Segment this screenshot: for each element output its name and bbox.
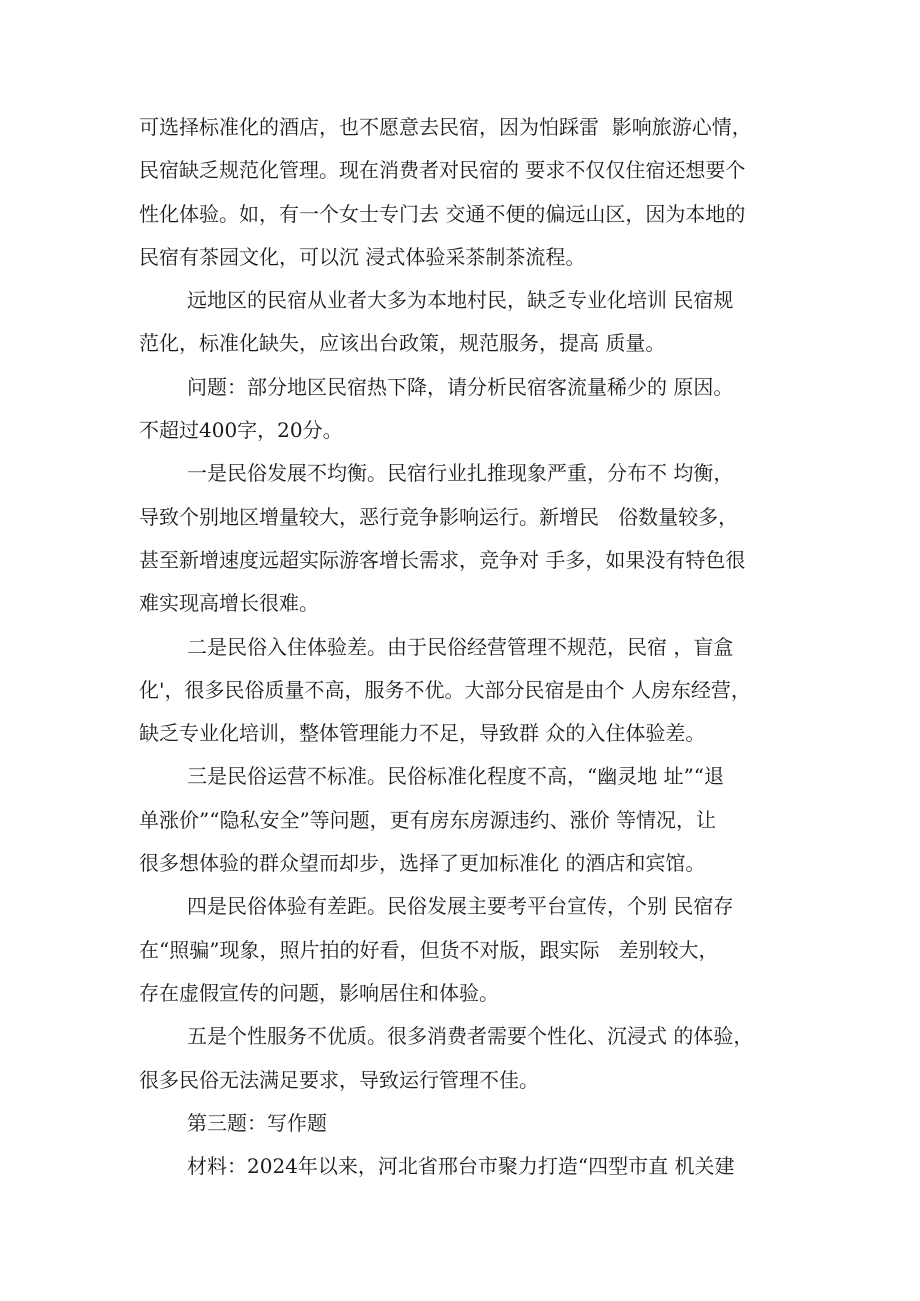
text-line: 单涨价”“隐私安全”等问题，更有房东房源违约、涨价 等情况，让 (139, 807, 717, 832)
text-line: 导致个别地区增量较大，恶行竞争影响运行。新增民 俗数量较多， (139, 504, 739, 529)
text-line: 缺乏专业化培训，整体管理能力不足，导致群 众的入住体验差。 (139, 721, 706, 746)
question-line: 问题：部分地区民宿热下降，请分析民宿客流量稀少的 原因。 (187, 374, 734, 399)
text-line: 存在虚假宣传的问题，影响居住和体验。 (139, 980, 499, 1005)
text-line: 化'，很多民俗质量不高，服务不优。大部分民宿是由个 人房东经营， (139, 677, 751, 702)
question-line: 不超过400字，20分。 (139, 418, 343, 443)
text-line: 远地区的民宿从业者大多为本地村民，缺乏专业化培训 民宿规 (187, 288, 734, 313)
text-line: 民宿有茶园文化，可以沉 浸式体验采茶制茶流程。 (139, 244, 586, 269)
text-line: 很多想体验的群众望而却步，选择了更加标准化 的酒店和宾馆。 (139, 851, 706, 876)
text-line: 民宿缺乏规范化管理。现在消费者对民宿的 要求不仅仅住宿还想要个 (139, 158, 746, 183)
text-line: 范化，标准化缺失，应该出台政策，规范服务，提高 质量。 (139, 331, 666, 356)
answer-point-4: 四是民俗体验有差距。民俗发展主要考平台宣传，个别 民宿存 (187, 894, 734, 919)
text-line: 性化体验。如，有一个女士专门去 交通不便的偏远山区，因为本地的 (139, 201, 746, 226)
material-line: 材料：2024年以来，河北省邢台市聚力打造“四型市直 机关建 (187, 1154, 735, 1179)
document-body (139, 106, 789, 1188)
answer-point-1: 一是民俗发展不均衡。民宿行业扎推现象严重，分布不 均衡， (187, 461, 734, 486)
section-heading: 第三题：写作题 (187, 1110, 327, 1135)
text-line: 甚至新增速度远超实际游客增长需求，竞争对 手多，如果没有特色很 (139, 547, 746, 572)
answer-point-5: 五是个性服务不优质。很多消费者需要个性化、沉浸式 的体验， (187, 1024, 754, 1049)
text-line: 可选择标准化的酒店，也不愿意去民宿，因为怕踩雷 影响旅游心情， (139, 115, 752, 139)
text-line: 在“照骗”现象，照片拍的好看，但货不对版，跟实际 差别较大， (139, 937, 719, 962)
text-line: 难实现高增长很难。 (139, 591, 319, 616)
text-line: 很多民俗无法满足要求，导致运行管理不佳。 (139, 1067, 539, 1092)
answer-point-3: 三是民俗运营不标准。民俗标准化程度不高，“幽灵地 址”“退 (187, 764, 725, 789)
answer-point-2: 二是民俗入住体验差。由于民俗经营管理不规范，民宿 ，盲盒 (187, 634, 734, 659)
